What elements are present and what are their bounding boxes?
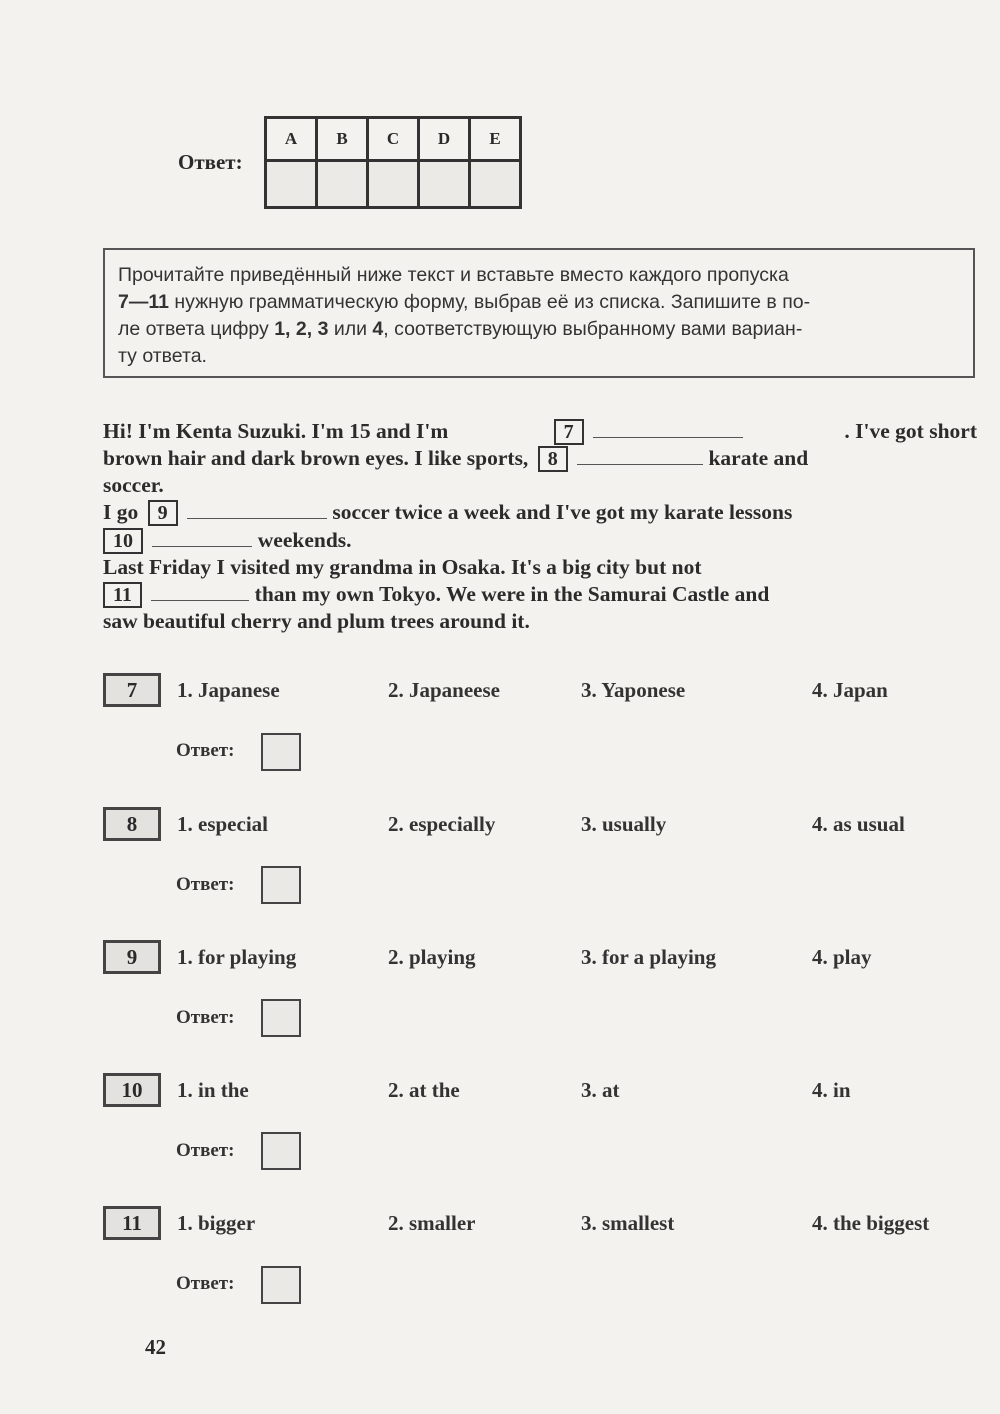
passage-line-7 bbox=[103, 581, 977, 608]
answer-cell-a[interactable] bbox=[266, 161, 317, 208]
passage-line-1-start: Hi! I'm Kenta Suzuki. I'm 15 and I'm bbox=[103, 419, 449, 443]
answer-cell-b[interactable] bbox=[317, 161, 368, 208]
answer-grid-header-b: B bbox=[317, 118, 368, 161]
gap-9-blank[interactable] bbox=[187, 500, 327, 519]
passage-line-4-end: soccer twice a week and I've got my karate lessons bbox=[332, 500, 793, 524]
q11-option-1[interactable]: 1. bigger bbox=[177, 1211, 256, 1235]
q7-answer-label: Ответ: bbox=[176, 740, 235, 761]
instruction-line-2-rest: нужную грамматическую форму, выбрав её из списка. Запишите в по- bbox=[168, 291, 811, 313]
q11-answer-box[interactable] bbox=[261, 1266, 301, 1304]
question-number-11: 11 bbox=[103, 1206, 161, 1240]
passage-line-6: Last Friday I visited my grandma in Osaka. It's a big city but not bbox=[103, 555, 702, 579]
gap-number-10: 10 bbox=[103, 528, 143, 554]
gap-7-wrapper bbox=[550, 418, 743, 445]
q8-answer-label: Ответ: bbox=[176, 874, 235, 895]
answer-grid-header-e: E bbox=[470, 118, 521, 161]
q10-option-1[interactable]: 1. in the bbox=[177, 1078, 249, 1102]
gap-10-blank[interactable] bbox=[152, 528, 252, 547]
gap-number-11: 11 bbox=[103, 582, 142, 608]
q10-option-2[interactable]: 2. at the bbox=[388, 1078, 460, 1102]
q7-answer-box[interactable] bbox=[261, 733, 301, 771]
q11-option-4[interactable]: 4. the biggest bbox=[812, 1211, 930, 1235]
gap-11-blank[interactable] bbox=[151, 582, 249, 601]
q10-option-4[interactable]: 4. in bbox=[812, 1078, 851, 1102]
q8-option-1[interactable]: 1. especial bbox=[177, 812, 268, 836]
q9-answer-box[interactable] bbox=[261, 999, 301, 1037]
passage-line-1-end: . I've got short bbox=[844, 419, 977, 443]
q9-option-3[interactable]: 3. for a playing bbox=[581, 945, 716, 969]
question-number-10: 10 bbox=[103, 1073, 161, 1107]
gap-number-7: 7 bbox=[554, 419, 584, 445]
q7-option-4[interactable]: 4. Japan bbox=[812, 678, 888, 702]
question-number-9: 9 bbox=[103, 940, 161, 974]
passage-line-5 bbox=[103, 527, 977, 554]
q8-option-2[interactable]: 2. especially bbox=[388, 812, 496, 836]
q11-option-2[interactable]: 2. smaller bbox=[388, 1211, 476, 1235]
passage-line-8: saw beautiful cherry and plum trees around it. bbox=[103, 609, 530, 633]
answer-cell-d[interactable] bbox=[419, 161, 470, 208]
instruction-line-3-start: ле ответа цифру bbox=[118, 318, 275, 340]
passage-line-1 bbox=[103, 418, 977, 445]
q9-option-2[interactable]: 2. playing bbox=[388, 945, 476, 969]
passage-line-4 bbox=[103, 499, 977, 526]
question-number-8: 8 bbox=[103, 807, 161, 841]
answer-cell-c[interactable] bbox=[368, 161, 419, 208]
instruction-line-1: Прочитайте приведённый ниже текст и вставьте вместо каждого пропуска bbox=[118, 264, 789, 286]
q10-answer-box[interactable] bbox=[261, 1132, 301, 1170]
passage-line-2-end: karate and bbox=[708, 446, 809, 470]
passage-line-2 bbox=[103, 445, 977, 472]
q11-answer-label: Ответ: bbox=[176, 1273, 235, 1294]
gap-number-8: 8 bbox=[538, 446, 568, 472]
passage-line-4-start: I go bbox=[103, 500, 139, 524]
instruction-text bbox=[118, 262, 964, 370]
q8-option-3[interactable]: 3. usually bbox=[581, 812, 667, 836]
question-number-7: 7 bbox=[103, 673, 161, 707]
q7-option-3[interactable]: 3. Yaponese bbox=[581, 678, 686, 702]
page-number: 42 bbox=[145, 1335, 166, 1359]
answer-grid-header-c: C bbox=[368, 118, 419, 161]
passage-line-2-start: brown hair and dark brown eyes. I like sports, bbox=[103, 446, 529, 470]
instruction-digits: 1, 2, 3 bbox=[274, 318, 329, 340]
q7-option-2[interactable]: 2. Japaneese bbox=[388, 678, 500, 702]
q9-option-4[interactable]: 4. play bbox=[812, 945, 872, 969]
q8-option-4[interactable]: 4. as usual bbox=[812, 812, 905, 836]
instruction-or: или bbox=[328, 318, 373, 340]
gap-number-9: 9 bbox=[148, 500, 178, 526]
q11-option-3[interactable]: 3. smallest bbox=[581, 1211, 675, 1235]
q7-option-1[interactable]: 1. Japanese bbox=[177, 678, 280, 702]
instruction-line-4: ту ответа. bbox=[118, 345, 207, 367]
gap-8-blank[interactable] bbox=[577, 446, 703, 465]
instruction-line-3 bbox=[118, 316, 964, 343]
q10-answer-label: Ответ: bbox=[176, 1140, 235, 1161]
instruction-line-3-end: , соответствующую выбранному вами вариан- bbox=[383, 318, 803, 340]
top-answer-label: Ответ: bbox=[178, 150, 243, 174]
instruction-line-2 bbox=[118, 289, 964, 316]
q8-answer-box[interactable] bbox=[261, 866, 301, 904]
answer-grid-header-d: D bbox=[419, 118, 470, 161]
q9-answer-label: Ответ: bbox=[176, 1007, 235, 1028]
passage-line-3: soccer. bbox=[103, 473, 164, 497]
passage-line-5-end: weekends. bbox=[257, 528, 352, 552]
instruction-range: 7—11 bbox=[118, 291, 169, 313]
instruction-digit-four: 4 bbox=[372, 318, 384, 340]
answer-grid-header-a: A bbox=[266, 118, 317, 161]
answer-grid-abcde bbox=[264, 116, 522, 209]
answer-cell-e[interactable] bbox=[470, 161, 521, 208]
q9-option-1[interactable]: 1. for playing bbox=[177, 945, 297, 969]
q10-option-3[interactable]: 3. at bbox=[581, 1078, 620, 1102]
gap-7-blank[interactable] bbox=[593, 419, 743, 438]
passage-line-7-end: than my own Tokyo. We were in the Samurai Castle and bbox=[254, 582, 770, 606]
